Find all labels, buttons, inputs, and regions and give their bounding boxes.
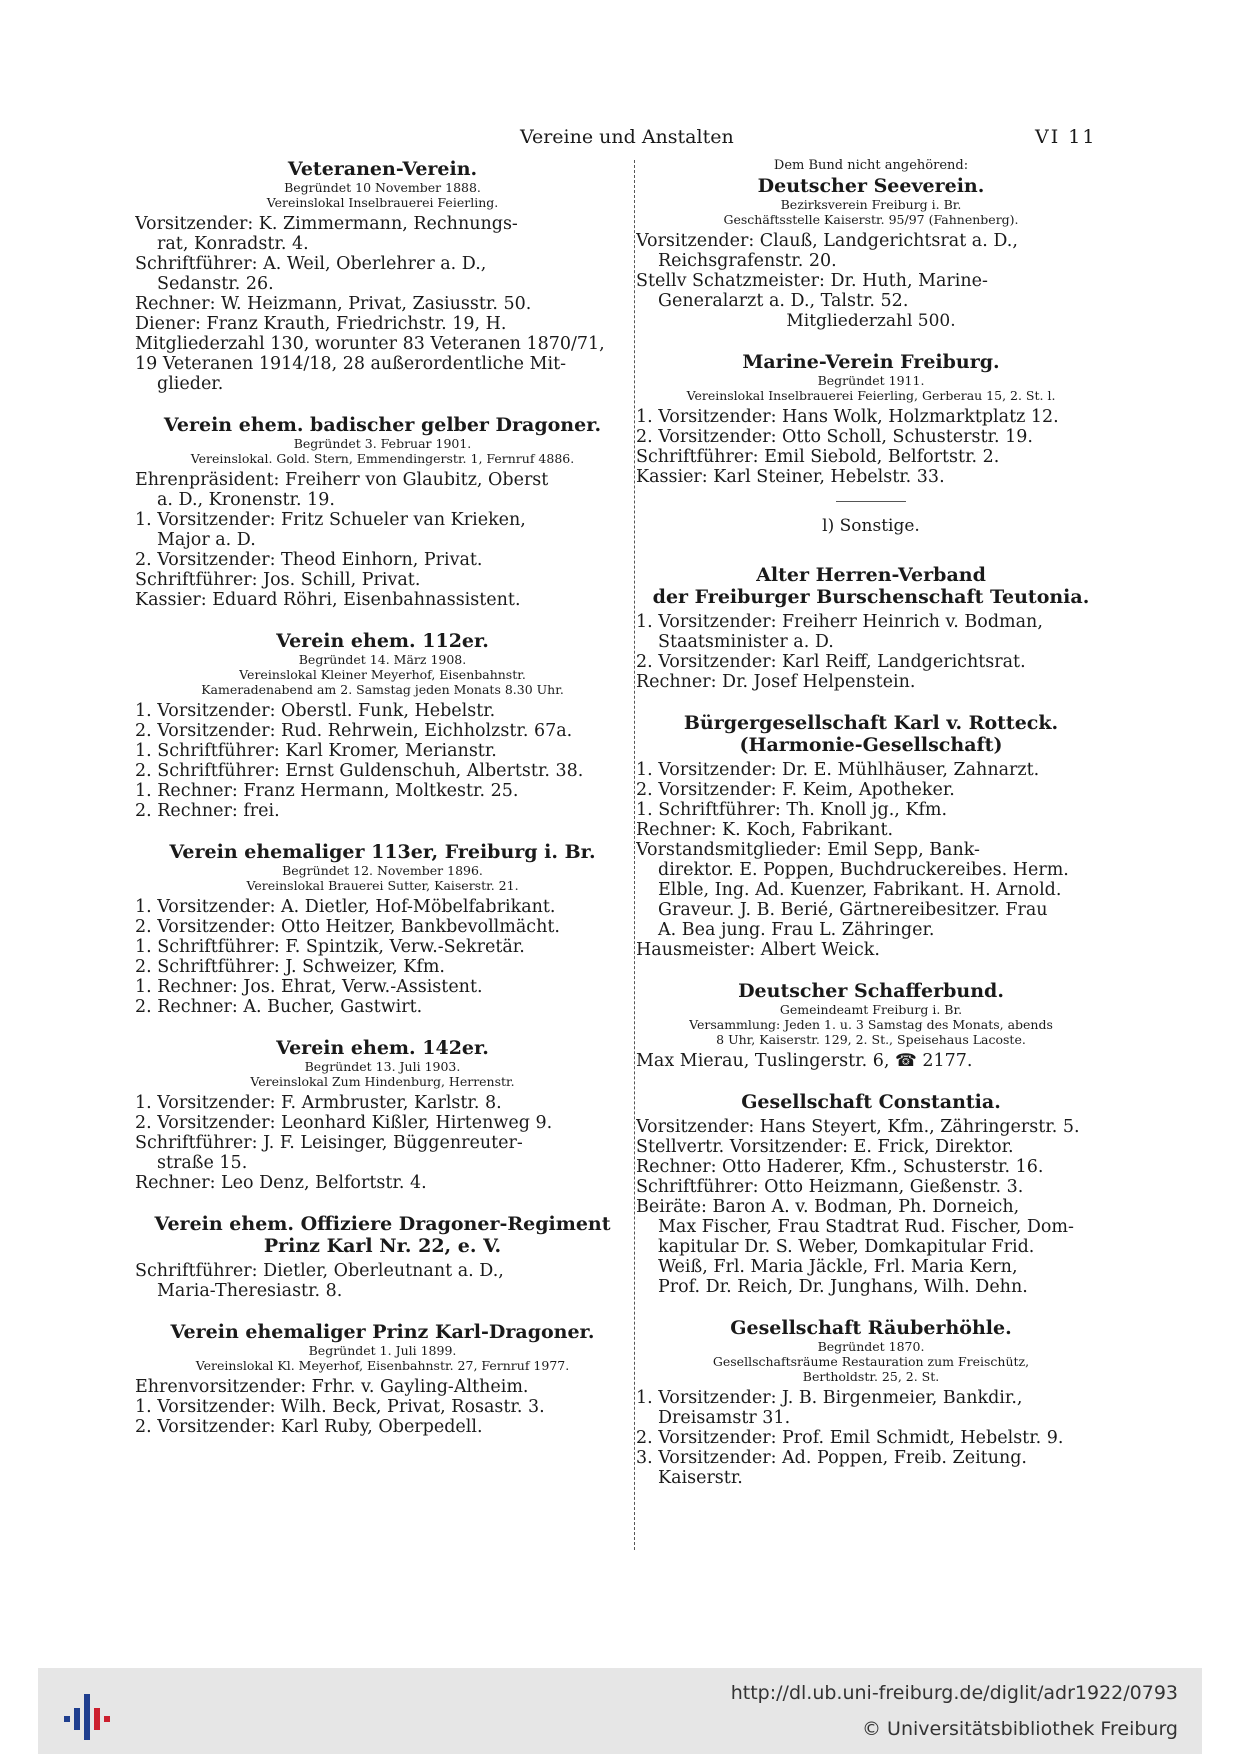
entry-line: glieder. [157,374,224,394]
entry-line: 2. Schriftführer: Ernst Guldenschuh, Albertstr. 38. [135,761,584,781]
right-column-note: Dem Bund nicht angehörend: [773,158,969,173]
entry-line: Schriftführer: Emil Siebold, Belfortstr. 2. [636,447,1000,467]
running-title: Vereine und Anstalten [520,126,734,148]
entry-line: 1. Vorsitzender: Hans Wolk, Holzmarktplatz 12. [636,407,1059,427]
entry-line: 2. Vorsitzender: Theod Einhorn, Privat. [135,550,483,570]
entry-line: a. D., Kronenstr. 19. [157,490,335,510]
entry-line: rat, Konradstr. 4. [157,234,309,254]
entry-line: 1. Vorsitzender: Freiherr Heinrich v. Bodman, [636,612,1043,632]
entry-line: 1. Schriftführer: Th. Knoll jg., Kfm. [636,800,948,820]
entry-title: Alter Herren-Verband [756,564,986,586]
entry-subtitle: Gemeindeamt Freiburg i. Br. [779,1002,963,1017]
entry-title: Verein ehem. 142er. [276,1037,489,1059]
entry-section [135,158,630,394]
entry-subtitle: Versammlung: Jeden 1. u. 3 Samstag des Monats, abends [689,1017,1053,1032]
entry-line: Ehrenpräsident: Freiherr von Glaubitz, Oberst [135,470,549,490]
entry-title: Gesellschaft Constantia. [741,1091,1001,1113]
entry-line: Diener: Franz Krauth, Friedrichstr. 19, H. [135,314,507,334]
entry-title-line2: der Freiburger Burschenschaft Teutonia. [652,586,1090,608]
source-url-link[interactable]: http://dl.ub.uni-freiburg.de/diglit/adr1922/0793 [730,1682,1178,1704]
footer-bar [38,1668,1202,1754]
entry-line: Schriftführer: Dietler, Oberleutnant a. D., [135,1261,504,1281]
entry-line: Mitgliederzahl 500. [786,311,956,331]
entry-line: 3. Vorsitzender: Ad. Poppen, Freib. Zeitung. [636,1448,1027,1468]
entry-line: 2. Rechner: frei. [135,801,280,821]
entry-section [636,175,1106,331]
entry-line: Dreisamstr 31. [658,1408,791,1428]
entry-subtitle: Begründet 1. Juli 1899. [308,1343,457,1358]
entry-line: Schriftführer: J. F. Leisinger, Büggenreuter- [135,1133,523,1153]
entry-subtitle: Begründet 14. März 1908. [298,652,467,667]
left-column [135,158,630,1437]
entry-line: direktor. E. Poppen, Buchdruckereibes. Herm. [658,860,1069,880]
entry-subtitle: Geschäftsstelle Kaiserstr. 95/97 (Fahnenberg). [723,212,1019,227]
entry-title: Deutscher Seeverein. [757,175,985,197]
entry-subtitle: Vereinslokal. Gold. Stern, Emmendingerstr. 1, Fernruf 4886. [190,451,575,466]
entry-section [636,1297,1106,1488]
entry-line: Max Mierau, Tuslingerstr. 6, ☎ 2177. [636,1051,973,1071]
entry-subtitle: Vereinslokal Kl. Meyerhof, Eisenbahnstr. 27, Fernruf 1977. [195,1358,570,1373]
entry-line: Vorsitzender: Hans Steyert, Kfm., Zähringerstr. 5. [636,1117,1080,1137]
entry-section [135,610,630,821]
entry-section [636,544,1106,692]
page-number: VI 11 [1035,126,1097,148]
entry-line: 2. Schriftführer: J. Schweizer, Kfm. [135,957,445,977]
entry-line: 1. Vorsitzender: Oberstl. Funk, Hebelstr. [135,701,496,721]
entry-section [135,1193,630,1301]
entry-subtitle: Begründet 1911. [817,373,925,388]
entry-section [135,821,630,1017]
copyright-text: © Universitätsbibliothek Freiburg [862,1718,1178,1740]
entry-line: 1. Vorsitzender: J. B. Birgenmeier, Bankdir., [636,1388,1023,1408]
entry-subtitle: Vereinslokal Inselbrauerei Feierling. [266,195,499,210]
entry-subtitle: Vereinslokal Zum Hindenburg, Herrenstr. [250,1074,515,1089]
entry-line: Prof. Dr. Reich, Dr. Junghans, Wilh. Dehn. [658,1277,1028,1297]
entry-line: 2. Vorsitzender: Rud. Rehrwein, Eichholzstr. 67a. [135,721,573,741]
entry-title: Verein ehemaliger 113er, Freiburg i. Br. [169,841,596,863]
entry-subtitle: Begründet 10 November 1888. [284,180,481,195]
section-rule [836,501,906,502]
entry-line: 2. Rechner: A. Bucher, Gastwirt. [135,997,423,1017]
entry-line: Stellv Schatzmeister: Dr. Huth, Marine- [636,271,988,291]
entry-line: 2. Vorsitzender: Leonhard Kißler, Hirtenweg 9. [135,1113,553,1133]
entry-subtitle: Begründet 13. Juli 1903. [304,1059,461,1074]
column-divider [634,160,635,1550]
entry-line: 1. Vorsitzender: Dr. E. Mühlhäuser, Zahnarzt. [636,760,1040,780]
entry-line: Reichsgrafenstr. 20. [658,251,837,271]
entry-line: Kassier: Karl Steiner, Hebelstr. 33. [636,467,945,487]
entry-line: 2. Vorsitzender: Prof. Emil Schmidt, Hebelstr. 9. [636,1428,1064,1448]
entry-line: kapitular Dr. S. Weber, Domkapitular Frid. [658,1237,1035,1257]
entry-line: A. Bea jung. Frau L. Zähringer. [658,920,935,940]
entry-line: Mitgliederzahl 130, worunter 83 Veteranen 1870/71, [135,334,605,354]
entry-line: 19 Veteranen 1914/18, 28 außerordentliche Mit- [135,354,567,374]
entry-line: Staatsminister a. D. [658,632,834,652]
library-logo-icon [52,1678,122,1748]
entry-line: Schriftführer: Jos. Schill, Privat. [135,570,421,590]
entry-title: Gesellschaft Räuberhöhle. [730,1317,1012,1339]
entry-line: Schriftführer: A. Weil, Oberlehrer a. D., [135,254,487,274]
entry-line: 2. Vorsitzender: Karl Ruby, Oberpedell. [135,1417,483,1437]
entry-subtitle: Vereinslokal Inselbrauerei Feierling, Gerberau 15, 2. St. l. [686,388,1056,403]
entry-subtitle: Vereinslokal Kleiner Meyerhof, Eisenbahnstr. [239,667,526,682]
entry-line: Vorsitzender: Clauß, Landgerichtsrat a. D., [636,231,1018,251]
entry-subtitle: Bertholdstr. 25, 2. St. [802,1369,940,1384]
entry-title: Verein ehem. badischer gelber Dragoner. [163,414,602,436]
entry-line: 1. Vorsitzender: A. Dietler, Hof-Möbelfabrikant. [135,897,556,917]
entry-line: Kassier: Eduard Röhri, Eisenbahnassistent. [135,590,521,610]
entry-line: Vorstandsmitglieder: Emil Sepp, Bank- [636,840,980,860]
entry-section [135,1017,630,1193]
entry-line: 1. Vorsitzender: F. Armbruster, Karlstr. 8. [135,1093,502,1113]
entry-line: Weiß, Frl. Maria Jäckle, Frl. Maria Kern, [658,1257,1018,1277]
entry-section [636,516,1106,536]
entry-section [636,331,1106,487]
entry-line: Major a. D. [157,530,256,550]
entry-line: Rechner: Otto Haderer, Kfm., Schusterstr. 16. [636,1157,1044,1177]
right-column [636,158,1106,1488]
entry-line: Kaiserstr. [658,1468,743,1488]
entry-subtitle: Kameradenabend am 2. Samstag jeden Monats 8.30 Uhr. [201,682,564,697]
entry-line: Rechner: Leo Denz, Belfortstr. 4. [135,1173,427,1193]
entry-subtitle: Vereinslokal Brauerei Sutter, Kaiserstr. 21. [246,878,519,893]
entry-title: Verein ehem. Offiziere Dragoner-Regiment [154,1213,611,1235]
entry-subtitle: 8 Uhr, Kaiserstr. 129, 2. St., Speisehaus Lacoste. [716,1032,1026,1047]
entry-title: Veteranen-Verein. [287,158,478,180]
entry-subtitle: Begründet 1870. [817,1339,925,1354]
entry-title: Verein ehemaliger Prinz Karl-Dragoner. [170,1321,595,1343]
entry-line: Hausmeister: Albert Weick. [636,940,880,960]
entry-title: Deutscher Schafferbund. [738,980,1004,1002]
page-header [0,126,1240,156]
entry-line: Max Fischer, Frau Stadtrat Rud. Fischer, Dom- [658,1217,1074,1237]
entry-line: 2. Vorsitzender: Otto Scholl, Schusterstr. 19. [636,427,1033,447]
entry-line: 2. Vorsitzender: Karl Reiff, Landgerichtsrat. [636,652,1026,672]
entry-title: Marine-Verein Freiburg. [742,351,1000,373]
entry-line: 1. Rechner: Jos. Ehrat, Verw.-Assistent. [135,977,483,997]
entry-line: 2. Vorsitzender: Otto Heitzer, Bankbevollmächt. [135,917,560,937]
entry-title: Bürgergesellschaft Karl v. Rotteck. [683,712,1059,734]
entry-title-line2: (Harmonie-Gesellschaft) [739,734,1003,756]
entry-line: 1. Rechner: Franz Hermann, Moltkestr. 25. [135,781,519,801]
entry-line: Rechner: Dr. Josef Helpenstein. [636,672,916,692]
entry-line: 1. Schriftführer: F. Spintzik, Verw.-Sekretär. [135,937,525,957]
entry-line: Schriftführer: Otto Heizmann, Gießenstr. 3. [636,1177,1024,1197]
entry-title: Verein ehem. 112er. [276,630,489,652]
entry-subtitle: Bezirksverein Freiburg i. Br. [780,197,962,212]
entry-line: Stellvertr. Vorsitzender: E. Frick, Direktor. [636,1137,1014,1157]
entry-line: Elble, Ing. Ad. Kuenzer, Fabrikant. H. Arnold. [658,880,1062,900]
entry-section [636,692,1106,960]
entry-line: Sedanstr. 26. [157,274,274,294]
entry-subtitle: Begründet 12. November 1896. [282,863,483,878]
entry-line: Beiräte: Baron A. v. Bodman, Ph. Dorneich, [636,1197,1020,1217]
entry-line: 1. Schriftführer: Karl Kromer, Merianstr. [135,741,497,761]
entry-line: Vorsitzender: K. Zimmermann, Rechnungs- [135,214,518,234]
entry-line: 1. Vorsitzender: Wilh. Beck, Privat, Rosastr. 3. [135,1397,545,1417]
entry-section [135,394,630,610]
entry-line: Rechner: K. Koch, Fabrikant. [636,820,894,840]
entry-line: straße 15. [157,1153,248,1173]
entry-section [636,960,1106,1071]
entry-line: Generalarzt a. D., Talstr. 52. [658,291,909,311]
subsection-heading: l) Sonstige. [822,516,920,536]
entry-line: 2. Vorsitzender: F. Keim, Apotheker. [636,780,955,800]
entry-line: Ehrenvorsitzender: Frhr. v. Gayling-Altheim. [135,1377,529,1397]
entry-line: 1. Vorsitzender: Fritz Schueler van Krieken, [135,510,526,530]
entry-section [636,1071,1106,1297]
entry-title-line2: Prinz Karl Nr. 22, e. V. [263,1235,502,1257]
entry-section [135,1301,630,1437]
entry-subtitle: Gesellschaftsräume Restauration zum Freischütz, [712,1354,1030,1369]
entry-line: Rechner: W. Heizmann, Privat, Zasiusstr. 50. [135,294,532,314]
entry-subtitle: Begründet 3. Februar 1901. [293,436,472,451]
entry-line: Maria-Theresiastr. 8. [157,1281,343,1301]
entry-line: Graveur. J. B. Berié, Gärtnereibesitzer. Frau [658,900,1048,920]
